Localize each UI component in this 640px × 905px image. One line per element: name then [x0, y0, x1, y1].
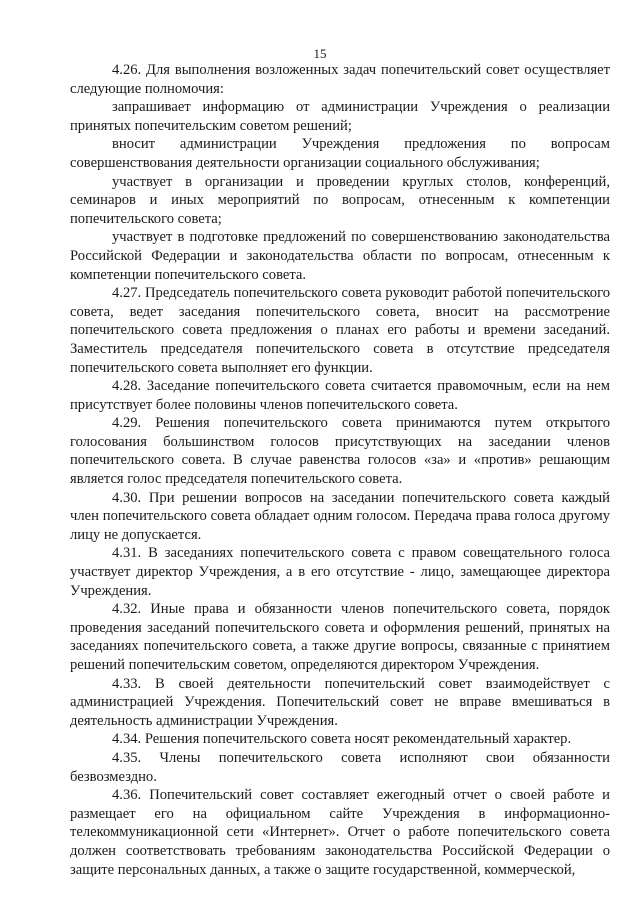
- paragraph-4-26: 4.26. Для выполнения возложенных задач попечительский совет осуществляет следующие полномочия:: [70, 62, 610, 97]
- page-number: 15: [313, 46, 327, 61]
- paragraph-power-request-info: запрашивает информацию от администрации Учреждения о реализации принятых попечительским советом решений;: [70, 99, 610, 134]
- paragraph-power-legislation: участвует в подготовке предложений по совершенствованию законодательства Российской Федерации и законодательства области по вопросам, отнесенным к компетенции попечительского совета.: [70, 229, 610, 283]
- paragraph-power-proposals: вносит администрации Учреждения предложения по вопросам совершенствования деятельности организации социального обслуживания;: [70, 136, 610, 171]
- document-body: [70, 61, 610, 879]
- paragraph-power-events: участвует в организации и проведении круглых столов, конференций, семинаров и иных мероприятий по вопросам, отнесенным к компетенции попечительского совета;: [70, 173, 610, 227]
- paragraph-4-36: 4.36. Попечительский совет составляет ежегодный отчет о своей работе и размещает его на официальном сайте Учреждения в информационно-телекоммуникационной сети «Интернет». Отчет о работе попечительского совета должен соответствовать требованиям законодательства Российской Федерации о защите персональных данных, а также о защите государственной, коммерческой,: [70, 787, 610, 878]
- paragraph-4-31: 4.31. В заседаниях попечительского совета с правом совещательного голоса участвует директор Учреждения, а в его отсутствие - лицо, замещающее директора Учреждения.: [70, 545, 610, 599]
- paragraph-4-35: 4.35. Члены попечительского совета исполняют свои обязанности безвозмездно.: [70, 749, 610, 785]
- paragraph-4-34: 4.34. Решения попечительского совета носят рекомендательный характер.: [112, 731, 572, 748]
- paragraph-4-30: 4.30. При решении вопросов на заседании попечительского совета каждый член попечительского совета обладает одним голосом. Передача права голоса другому лицу не допускается.: [70, 489, 610, 543]
- paragraph-4-32: 4.32. Иные права и обязанности членов попечительского совета, порядок проведения заседаний попечительского совета и оформления решений, принятых на заседаниях попечительского совета, а также другие вопросы, связанные с принятием решений попечительским советом, определяются директором Учреждения.: [70, 601, 610, 673]
- paragraph-4-27: 4.27. Председатель попечительского совета руководит работой попечительского совета, ведет заседания попечительского совета, вносит на рассмотрение попечительского совета предложения о планах его работы и времени заседаний. Заместитель председателя попечительского совета в отсутствие председателя попечительского совета выполняет его функции.: [70, 285, 610, 376]
- paragraph-4-33: 4.33. В своей деятельности попечительский совет взаимодействует с администрацией Учреждения. Попечительский совет не вправе вмешиваться в деятельность администрации Учреждения.: [70, 675, 610, 729]
- paragraph-4-29: 4.29. Решения попечительского совета принимаются путем открытого голосования большинством голосов присутствующих на заседании членов попечительского совета. В случае равенства голосов «за» и «против» решающим является голос председателя попечительского совета.: [70, 415, 610, 488]
- paragraph-4-28: 4.28. Заседание попечительского совета считается правомочным, если на нем присутствует более половины членов попечительского совета.: [70, 378, 610, 413]
